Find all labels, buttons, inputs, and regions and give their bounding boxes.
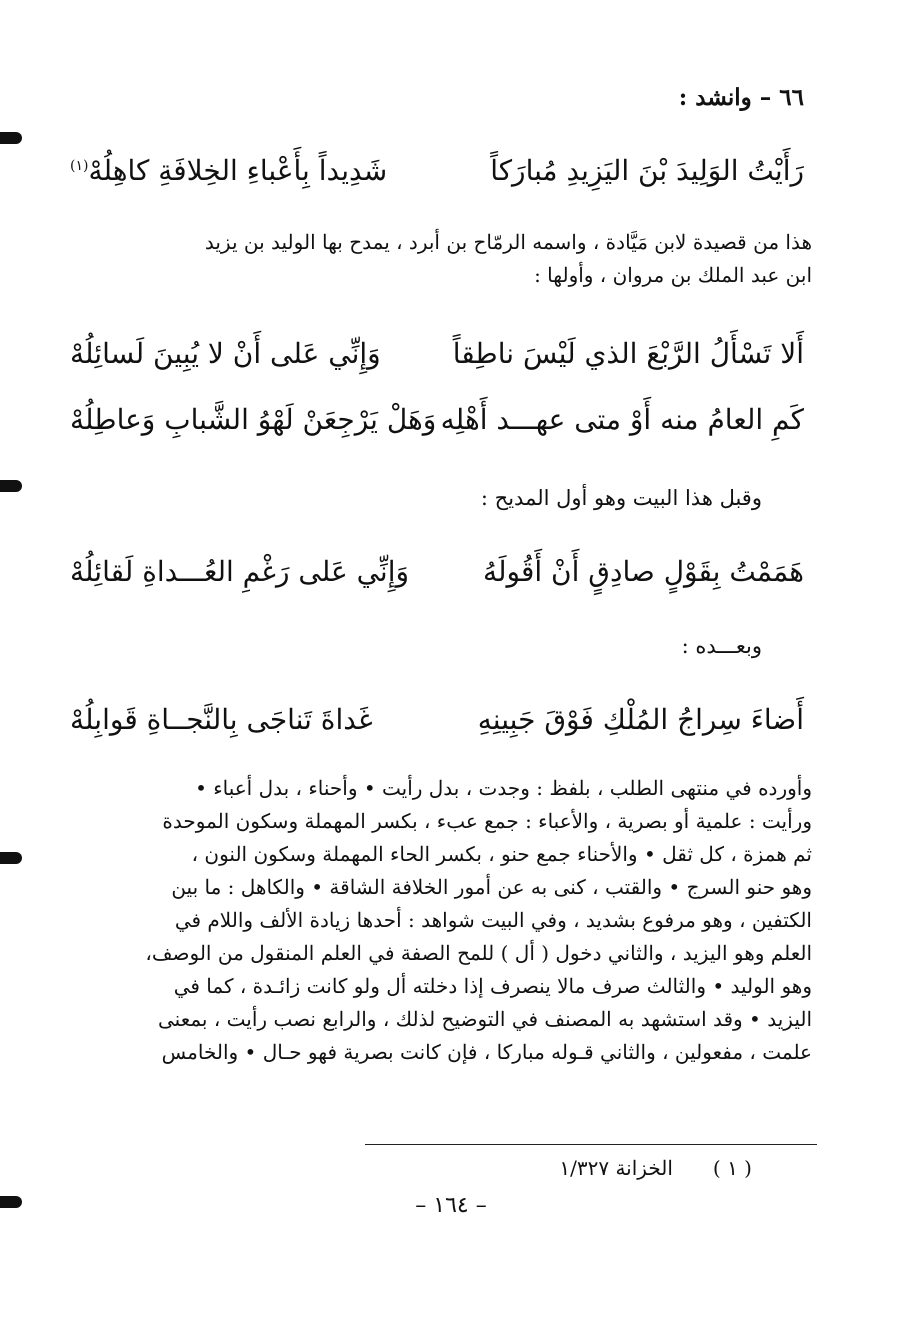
verse-line: [70, 400, 804, 440]
verse-line: [70, 334, 804, 374]
commentary-line: وأورده في منتهى الطلب ، بلفظ : وجدت ، بدل رأيت • وأحناء ، بدل أعباء •: [195, 776, 812, 800]
section-heading: ٦٦ – وانشد :: [678, 84, 804, 111]
verse-hemistich-first: كَمِ العامُ منه أَوْ متى عهـــد أَهْلِه: [440, 403, 804, 436]
before-label: وقبل هذا البيت وهو أول المديح :: [480, 486, 762, 510]
verse-hemistich-first: أَلا تَسْأَلُ الرَّبْعَ الذي لَيْسَ ناطِقاً: [452, 337, 804, 370]
after-label: وبعـــده :: [681, 634, 762, 658]
verse-line: [70, 700, 804, 740]
page-number: – ١٦٤ –: [415, 1193, 487, 1218]
commentary-intro: [70, 226, 812, 292]
commentary-line: ابن عبد الملك بن مروان ، وأولها :: [534, 263, 812, 287]
verse-line: [70, 146, 804, 191]
commentary-body: [70, 772, 812, 1069]
commentary-line: ورأيت : علمية أو بصرية ، والأعباء : جمع عبء ، بكسر المهملة وسكون الموحدة: [162, 809, 812, 833]
commentary-line: العلم وهو اليزيد ، والثاني دخول ( أل ) للمح الصفة في العلم المنقول من الوصف،: [145, 941, 812, 965]
commentary-line: وهو الوليد • والثالث صرف مالا ينصرف إذا دخلته أل ولو كانت زائـدة ، كما في: [173, 974, 812, 998]
verse-hemistich-second: وَإِنِّي عَلى رَغْمِ العُـــداةِ لَقائِلُهْ: [70, 555, 410, 588]
footnote: [559, 1156, 752, 1180]
commentary-line: هذا من قصيدة لابن مَيَّادة ، واسمه الرمّاح بن أبرد ، يمدح بها الوليد بن يزيد: [204, 230, 812, 254]
commentary-line: علمت ، مفعولين ، والثاني قـوله مباركا ، فإن كانت بصرية فهو حـال • والخامس: [161, 1040, 812, 1064]
footnote-divider: [365, 1144, 817, 1145]
commentary-line: اليزيد • وقد استشهد به المصنف في التوضيح لذلك ، والرابع نصب رأيت ، بمعنى: [158, 1007, 812, 1031]
verse-hemistich-first: هَمَمْتُ بِقَوْلٍ صادِقٍ أَنْ أَقُولَهُ: [482, 555, 804, 588]
verse-hemistich-second: غَداةَ تَناجَى بِالنَّجــاةِ قَوابِلُهْ: [70, 703, 373, 736]
verse-hemistich-first: رَأَيْتُ الوَلِيدَ بْنَ اليَزِيدِ مُبارَكاً: [490, 154, 804, 188]
verse-hemistich-second: وَهَلْ يَرْجِعَنْ لَهْوُ الشَّبابِ وَعاطِلُهْ: [70, 403, 437, 436]
commentary-line: وهو حنو السرج • والقتب ، كنى به عن أمور الخلافة الشاقة • والكاهل : ما بين: [171, 875, 812, 899]
margin-mark: [0, 132, 22, 144]
footnote-number: ( ١ ): [712, 1156, 752, 1180]
footnote-text: الخزانة ١/٣٢٧: [559, 1156, 673, 1180]
verse-hemistich-first: أَضاءَ سِراجُ المُلْكِ فَوْقَ جَبِينِهِ: [477, 703, 804, 736]
footnote-ref: (١): [70, 158, 89, 174]
commentary-line: الكتفين ، وهو مرفوع بشديد ، وفي البيت شواهد : أحدها زيادة الألف واللام في: [174, 908, 812, 932]
verse-line: [70, 552, 804, 592]
verse-hemistich-second: وَإِنِّي عَلى أَنْ لا يُبِينَ لَسائِلُهْ: [70, 337, 381, 370]
verse-hemistich-second: شَدِيداً بِأَعْباءِ الخِلافَةِ كاهِلُهْ$^{(١)}$: [70, 154, 388, 188]
margin-mark: [0, 480, 22, 492]
commentary-line: ثم همزة ، كل ثقل • والأحناء جمع حنو ، بكسر الحاء المهملة وسكون النون ،: [191, 842, 812, 866]
margin-mark: [0, 852, 22, 864]
